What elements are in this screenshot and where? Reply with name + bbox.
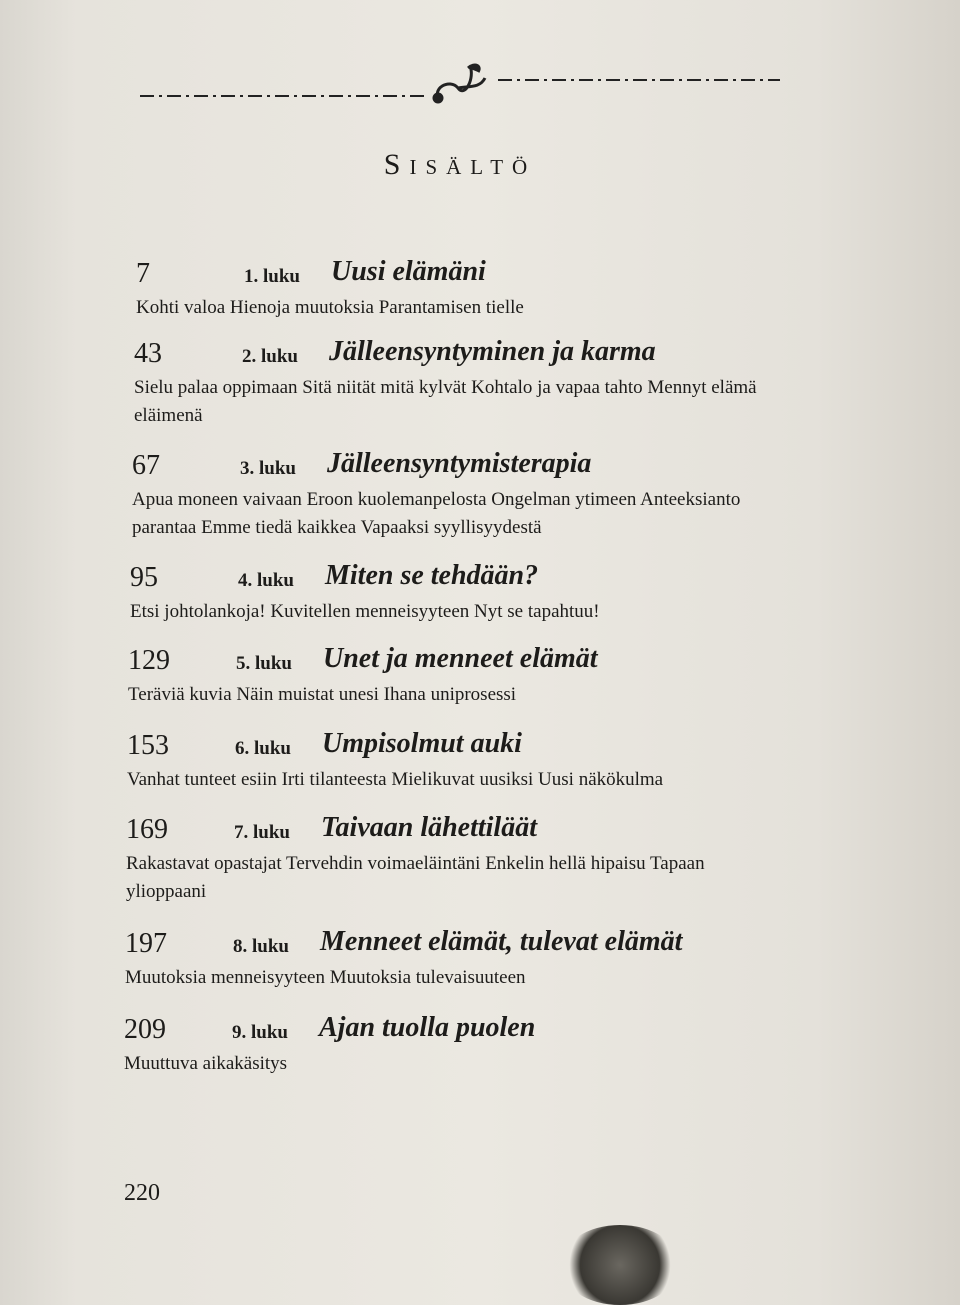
entry-chapter-number: 3. luku bbox=[240, 458, 296, 479]
entry-title: Jälleensyntyminen ja karma bbox=[329, 336, 656, 367]
entry-page: 153 bbox=[127, 730, 169, 761]
entry-page: 209 bbox=[124, 1014, 166, 1045]
entry-subsections: Vanhat tunteet esiin Irti tilanteesta Mielikuvat uusiksi Uusi näkökulma bbox=[127, 769, 664, 790]
entry-chapter-number: 1. luku bbox=[244, 266, 300, 287]
entry-subsections: Etsi johtolankoja! Kuvitellen menneisyyteen Nyt se tapahtuu! bbox=[130, 601, 600, 622]
entry-subsections: Kohti valoa Hienoja muutoksia Parantamisen tielle bbox=[136, 297, 524, 318]
entry-chapter-number: 7. luku bbox=[234, 822, 290, 843]
entry-page: 67 bbox=[132, 450, 160, 481]
entry-page: 43 bbox=[134, 338, 162, 369]
leaf-flourish-icon bbox=[434, 65, 485, 102]
entry-chapter-number: 8. luku bbox=[233, 936, 289, 957]
entry-title: Unet ja menneet elämät bbox=[323, 643, 598, 674]
entry-page: 197 bbox=[125, 928, 167, 959]
entry-chapter-number: 5. luku bbox=[236, 653, 292, 674]
entry-chapter-number: 2. luku bbox=[242, 346, 298, 367]
entry-chapter-number: 4. luku bbox=[238, 570, 294, 591]
entry-title: Uusi elämäni bbox=[331, 256, 486, 287]
entry-title: Jälleensyntymisterapia bbox=[327, 448, 592, 479]
entry-title: Miten se tehdään? bbox=[325, 560, 539, 591]
entry-page: 7 bbox=[136, 258, 150, 289]
entry-page: 129 bbox=[128, 645, 170, 676]
entry-subsections: Muuttuva aikakäsitys bbox=[124, 1053, 288, 1074]
entry-chapter-number: 9. luku bbox=[232, 1022, 288, 1043]
entry-title: Menneet elämät, tulevat elämät bbox=[320, 926, 683, 957]
entry-subsections: Teräviä kuvia Näin muistat unesi Ihana uniprosessi bbox=[128, 684, 517, 705]
entry-title: Taivaan lähettiläät bbox=[321, 812, 537, 843]
entry-subsections: Apua moneen vaivaan Eroon kuolemanpelosta Ongelman ytimeen Anteeksianto parantaa Emme tiedä kaikkea Vapaaksi syyllisyydestä bbox=[132, 489, 741, 538]
ornament-divider bbox=[140, 58, 780, 108]
entry-title: Umpisolmut auki bbox=[322, 728, 522, 759]
entry-chapter-number: 6. luku bbox=[235, 738, 291, 759]
entry-subsections: Muutoksia menneisyyteen Muutoksia tulevaisuuteen bbox=[125, 967, 526, 988]
entry-page: 169 bbox=[126, 814, 168, 845]
object-shadow bbox=[560, 1225, 680, 1305]
entry-subsections: Rakastavat opastajat Tervehdin voimaeläintäni Enkelin hellä hipaisu Tapaan ylioppaani bbox=[126, 853, 705, 902]
page-title: Sisältö bbox=[383, 148, 537, 181]
entry-page: 95 bbox=[130, 562, 158, 593]
entry-title: Ajan tuolla puolen bbox=[319, 1012, 536, 1043]
entry-subsections: Sielu palaa oppimaan Sitä niität mitä kylvät Kohtalo ja vapaa tahto Mennyt elämä eläimenä bbox=[134, 377, 757, 426]
page-number: 220 bbox=[124, 1180, 160, 1206]
